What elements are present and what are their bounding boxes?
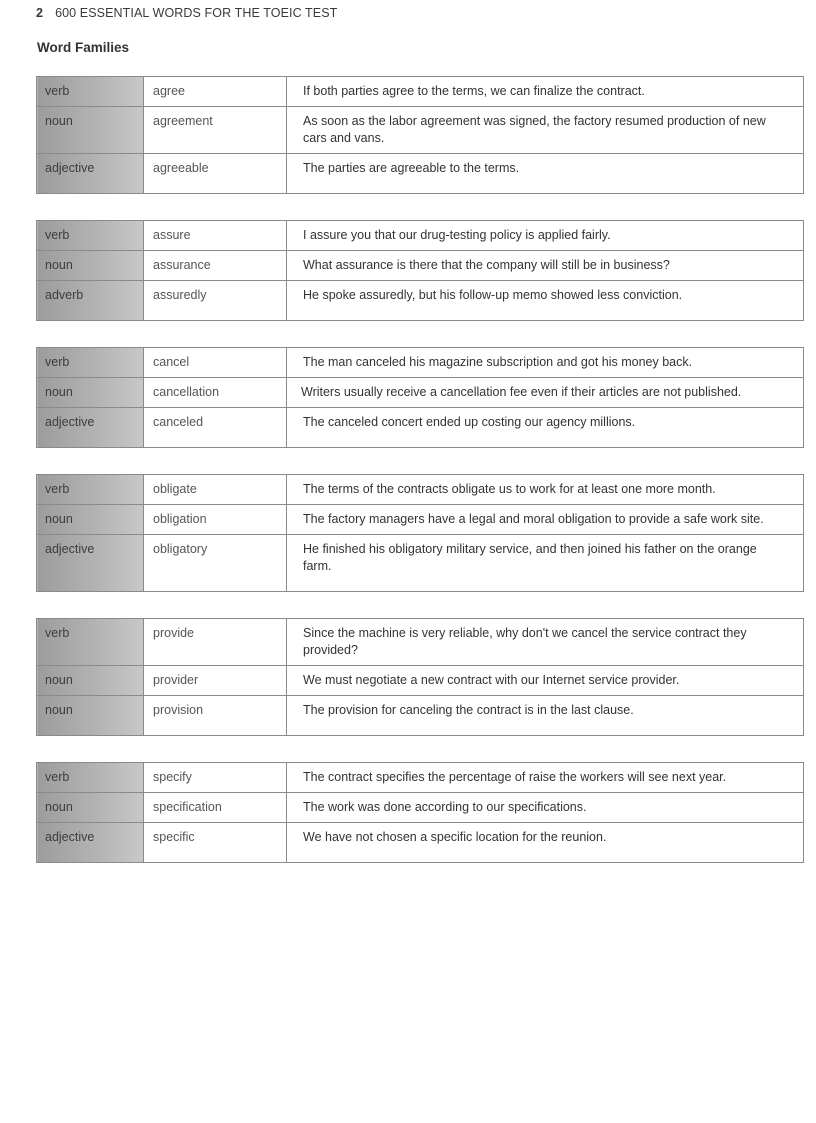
example-sentence: I assure you that our drug-testing policy is applied fairly. bbox=[287, 221, 804, 251]
part-of-speech: adjective bbox=[37, 823, 144, 863]
table-row bbox=[37, 505, 804, 535]
word: obligate bbox=[144, 475, 287, 505]
word: assure bbox=[144, 221, 287, 251]
part-of-speech: adjective bbox=[37, 154, 144, 194]
table-row bbox=[37, 763, 804, 793]
part-of-speech: noun bbox=[37, 793, 144, 823]
word-family-table bbox=[36, 474, 804, 592]
word: provide bbox=[144, 619, 287, 666]
table-row bbox=[37, 408, 804, 448]
table-row bbox=[37, 221, 804, 251]
table-row bbox=[37, 378, 804, 408]
part-of-speech: noun bbox=[37, 378, 144, 408]
part-of-speech: noun bbox=[37, 107, 144, 154]
example-sentence: The parties are agreeable to the terms. bbox=[287, 154, 804, 194]
example-sentence: The provision for canceling the contract is in the last clause. bbox=[287, 696, 804, 736]
example-sentence: The work was done according to our specifications. bbox=[287, 793, 804, 823]
example-sentence: Writers usually receive a cancellation fee even if their articles are not published. bbox=[287, 378, 804, 408]
page-number: 2 bbox=[36, 6, 44, 20]
part-of-speech: verb bbox=[37, 77, 144, 107]
table-row bbox=[37, 666, 804, 696]
word-family-table bbox=[36, 220, 804, 321]
part-of-speech: noun bbox=[37, 666, 144, 696]
part-of-speech: adverb bbox=[37, 281, 144, 321]
part-of-speech: verb bbox=[37, 763, 144, 793]
page-header bbox=[36, 6, 337, 20]
word-families bbox=[36, 76, 804, 889]
word-family-table bbox=[36, 618, 804, 736]
table-row bbox=[37, 619, 804, 666]
table-row bbox=[37, 107, 804, 154]
word: obligatory bbox=[144, 535, 287, 592]
example-sentence: The terms of the contracts obligate us to work for at least one more month. bbox=[287, 475, 804, 505]
part-of-speech: adjective bbox=[37, 408, 144, 448]
part-of-speech: verb bbox=[37, 348, 144, 378]
word: agreement bbox=[144, 107, 287, 154]
part-of-speech: noun bbox=[37, 696, 144, 736]
table-row bbox=[37, 475, 804, 505]
example-sentence: He spoke assuredly, but his follow-up memo showed less conviction. bbox=[287, 281, 804, 321]
word: cancel bbox=[144, 348, 287, 378]
word: obligation bbox=[144, 505, 287, 535]
table-row bbox=[37, 281, 804, 321]
part-of-speech: noun bbox=[37, 251, 144, 281]
table-row bbox=[37, 348, 804, 378]
table-row bbox=[37, 535, 804, 592]
example-sentence: As soon as the labor agreement was signed, the factory resumed production of new cars and vans. bbox=[287, 107, 804, 154]
table-row bbox=[37, 793, 804, 823]
part-of-speech: verb bbox=[37, 475, 144, 505]
part-of-speech: noun bbox=[37, 505, 144, 535]
example-sentence: Since the machine is very reliable, why don't we cancel the service contract they provided? bbox=[287, 619, 804, 666]
table-row bbox=[37, 696, 804, 736]
word-family-table bbox=[36, 762, 804, 863]
word: agree bbox=[144, 77, 287, 107]
word: assurance bbox=[144, 251, 287, 281]
example-sentence: The man canceled his magazine subscription and got his money back. bbox=[287, 348, 804, 378]
part-of-speech: verb bbox=[37, 221, 144, 251]
word: canceled bbox=[144, 408, 287, 448]
part-of-speech: adjective bbox=[37, 535, 144, 592]
table-row bbox=[37, 251, 804, 281]
word: specification bbox=[144, 793, 287, 823]
example-sentence: We must negotiate a new contract with our Internet service provider. bbox=[287, 666, 804, 696]
word: specify bbox=[144, 763, 287, 793]
table-row bbox=[37, 77, 804, 107]
example-sentence: He finished his obligatory military service, and then joined his father on the orange farm. bbox=[287, 535, 804, 592]
word: agreeable bbox=[144, 154, 287, 194]
word: cancellation bbox=[144, 378, 287, 408]
book-title: 600 ESSENTIAL WORDS FOR THE TOEIC TEST bbox=[55, 6, 338, 20]
word: assuredly bbox=[144, 281, 287, 321]
example-sentence: We have not chosen a specific location for the reunion. bbox=[287, 823, 804, 863]
section-title: Word Families bbox=[37, 40, 130, 55]
example-sentence: The canceled concert ended up costing our agency millions. bbox=[287, 408, 804, 448]
word: specific bbox=[144, 823, 287, 863]
word-family-table bbox=[36, 347, 804, 448]
example-sentence: The factory managers have a legal and moral obligation to provide a safe work site. bbox=[287, 505, 804, 535]
table-row bbox=[37, 154, 804, 194]
word-family-table bbox=[36, 76, 804, 194]
word: provision bbox=[144, 696, 287, 736]
example-sentence: If both parties agree to the terms, we can finalize the contract. bbox=[287, 77, 804, 107]
word: provider bbox=[144, 666, 287, 696]
table-row bbox=[37, 823, 804, 863]
example-sentence: What assurance is there that the company will still be in business? bbox=[287, 251, 804, 281]
example-sentence: The contract specifies the percentage of raise the workers will see next year. bbox=[287, 763, 804, 793]
part-of-speech: verb bbox=[37, 619, 144, 666]
